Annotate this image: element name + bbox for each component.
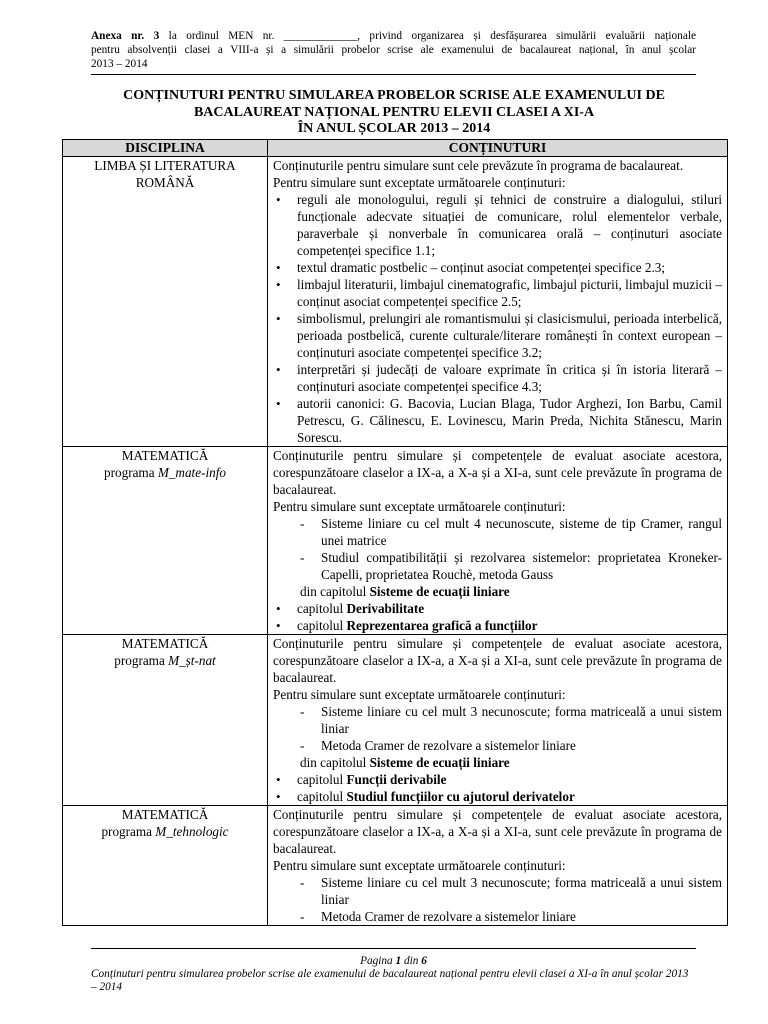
contents-cell xyxy=(268,157,728,447)
discipline-name: LIMBA ȘI LITERATURA ROMÂNĂ xyxy=(94,158,236,190)
page-header xyxy=(91,29,696,71)
list-item: • textul dramatic postbelic – conținut asociat competenței specifice 2.3; xyxy=(273,259,722,276)
contents-excepted: Pentru simulare sunt exceptate următoarele conținuturi: xyxy=(273,858,566,873)
program-label xyxy=(68,652,262,669)
list-item: - Metoda Cramer de rezolvare a sistemelor liniare xyxy=(295,737,722,754)
footer-divider xyxy=(91,948,696,949)
footer-caption: Conținuturi pentru simularea probelor scrise ale examenului de bacalaureat național pentru elevii clasei a XI-a în anul școlar 2013 – 2014 xyxy=(91,968,689,993)
discipline-cell xyxy=(63,635,268,806)
page-number xyxy=(91,955,696,968)
chapter-prefix: capitolul xyxy=(297,618,347,633)
program-name: M_tehnologic xyxy=(155,824,229,839)
annex-label: Anexa nr. 3 xyxy=(91,30,160,42)
title-line-3: ÎN ANUL ȘCOLAR 2013 – 2014 xyxy=(297,121,491,136)
discipline-cell xyxy=(63,157,268,447)
program-prefix: programa xyxy=(114,653,169,668)
column-header-disciplina: DISCIPLINA xyxy=(63,140,268,157)
document-title xyxy=(60,88,728,138)
list-item: - Sisteme liniare cu cel mult 4 necunoscute, sisteme de tip Cramer, rangul unei matrice xyxy=(295,515,722,549)
list-item xyxy=(273,617,722,634)
contents-excepted: Pentru simulare sunt exceptate următoarele conținuturi: xyxy=(273,499,566,514)
chapter-prefix: capitolul xyxy=(297,772,347,787)
list-item: • interpretări și judecăți de valoare exprimate în critica și în istoria literară – conținuturi asociate competenței specifice 4.3; xyxy=(273,361,722,395)
page-mid: din xyxy=(401,955,422,967)
program-prefix: programa xyxy=(101,824,156,839)
chapter-prefix: capitolul xyxy=(297,789,347,804)
table-header-row xyxy=(63,140,728,157)
contents-intro: Conținuturile pentru simulare și competențele de evaluat asociate acestora, corespunzătoare claselor a IX-a, a X-a și a XI-a, sunt cele prevăzute în programa de bacalaureat. xyxy=(273,807,722,856)
excepted-list xyxy=(273,874,722,925)
chapter-name: Funcții derivabile xyxy=(346,772,447,787)
contents-excepted: Pentru simulare sunt exceptate următoarele conținuturi: xyxy=(273,175,566,190)
discipline-cell xyxy=(63,447,268,635)
list-item: - Metoda Cramer de rezolvare a sistemelor liniare xyxy=(295,908,722,925)
table-row xyxy=(63,157,728,447)
header-line-2: pentru absolvenții clasei a VIII-a și a simulării probelor scrise ale examenului de bacalaureat național, în anul școlar xyxy=(91,44,696,56)
title-line-2: BACALAUREAT NAȚIONAL PENTRU ELEVII CLASEI A XI-A xyxy=(193,104,595,120)
excepted-list xyxy=(273,515,722,583)
chapter-prefix: capitolul xyxy=(297,601,347,616)
program-name: M_mate-info xyxy=(157,465,226,480)
excepted-list xyxy=(273,703,722,754)
discipline-name: MATEMATICĂ xyxy=(121,448,209,463)
chapter-name: Studiul funcțiilor cu ajutorul derivatelor xyxy=(346,789,575,804)
from-chapter-name: Sisteme de ecuații liniare xyxy=(369,755,510,770)
contents-cell xyxy=(268,806,728,926)
title-line-1: CONȚINUTURI PENTRU SIMULAREA PROBELOR SCRISE ALE EXAMENULUI DE xyxy=(123,88,665,103)
table-row xyxy=(63,447,728,635)
column-header-continuturi: CONȚINUTURI xyxy=(268,140,728,157)
from-chapter-name: Sisteme de ecuații liniare xyxy=(369,584,510,599)
list-item: • limbajul literaturii, limbajul cinematografic, limbajul picturii, limbajul muzicii – conținut asociat competenței specifice 2.5; xyxy=(273,276,722,310)
discipline-cell xyxy=(63,806,268,926)
header-line-1-text: la ordinul MEN nr. _____________, privind organizarea și desfășurarea simulării evaluării naționale xyxy=(159,30,696,42)
list-item: • autorii canonici: G. Bacovia, Lucian Blaga, Tudor Arghezi, Ion Barbu, Camil Petrescu, G. Călinescu, E. Lovinescu, Marin Preda, Nichita Stănescu, Marin Sorescu. xyxy=(273,395,722,446)
table-row xyxy=(63,806,728,926)
program-prefix: programa xyxy=(104,465,158,480)
excepted-list xyxy=(273,191,722,446)
header-divider xyxy=(91,74,696,75)
contents-intro: Conținuturile pentru simulare și competențele de evaluat asociate acestora, corespunzătoare claselor a IX-a, a X-a și a XI-a, sunt cele prevăzute în programa de bacalaureat. xyxy=(273,448,722,497)
discipline-name: MATEMATICĂ xyxy=(121,636,209,651)
contents-cell xyxy=(268,447,728,635)
page-total: 6 xyxy=(421,955,427,967)
chapter-name: Derivabilitate xyxy=(346,601,425,616)
list-item xyxy=(273,771,722,788)
list-item xyxy=(273,600,722,617)
chapter-list xyxy=(273,600,722,634)
contents-intro: Conținuturile pentru simulare și competențele de evaluat asociate acestora, corespunzătoare claselor a IX-a, a X-a și a XI-a, sunt cele prevăzute în programa de bacalaureat. xyxy=(273,636,722,685)
table-row xyxy=(63,635,728,806)
from-chapter-prefix: din capitolul xyxy=(300,584,370,599)
discipline-name: MATEMATICĂ xyxy=(121,807,209,822)
from-chapter xyxy=(273,754,722,771)
contents-intro: Conținuturile pentru simulare sunt cele prevăzute în programa de bacalaureat. xyxy=(273,158,684,173)
contents-cell xyxy=(268,635,728,806)
contents-excepted: Pentru simulare sunt exceptate următoarele conținuturi: xyxy=(273,687,566,702)
list-item: - Studiul compatibilității și rezolvarea sistemelor: proprietatea Kroneker-Capelli, proprietatea Rouchè, metoda Gauss xyxy=(295,549,722,583)
content-table xyxy=(62,139,728,926)
chapter-list xyxy=(273,771,722,805)
program-label xyxy=(68,823,262,840)
chapter-name: Reprezentarea grafică a funcțiilor xyxy=(346,618,538,633)
page-footer xyxy=(91,955,696,994)
header-line-1 xyxy=(91,29,696,43)
list-item xyxy=(273,788,722,805)
list-item: - Sisteme liniare cu cel mult 3 necunoscute; forma matriceală a unui sistem liniar xyxy=(295,874,722,908)
list-item: • reguli ale monologului, reguli și tehnici de construire a dialogului, stiluri funcționale adecvate situației de comunicare, rolul elementelor verbale, paraverbale și nonverbale în comunicarea orală – conținuturi asociate competenței specifice 1.1; xyxy=(273,191,722,259)
from-chapter xyxy=(273,583,722,600)
list-item: • simbolismul, prelungiri ale romantismului și clasicismului, perioada interbelică, perioada postbelică, curente culturale/literare românești în context european – conținuturi asociate competenței specifice 3.2; xyxy=(273,310,722,361)
program-name: M_șt-nat xyxy=(168,653,216,668)
list-item: - Sisteme liniare cu cel mult 3 necunoscute; forma matriceală a unui sistem liniar xyxy=(295,703,722,737)
from-chapter-prefix: din capitolul xyxy=(300,755,370,770)
page-prefix: Pagina xyxy=(360,955,396,967)
header-line-3: 2013 – 2014 xyxy=(91,58,148,70)
program-label xyxy=(68,464,262,481)
page-current: 1 xyxy=(395,955,402,967)
